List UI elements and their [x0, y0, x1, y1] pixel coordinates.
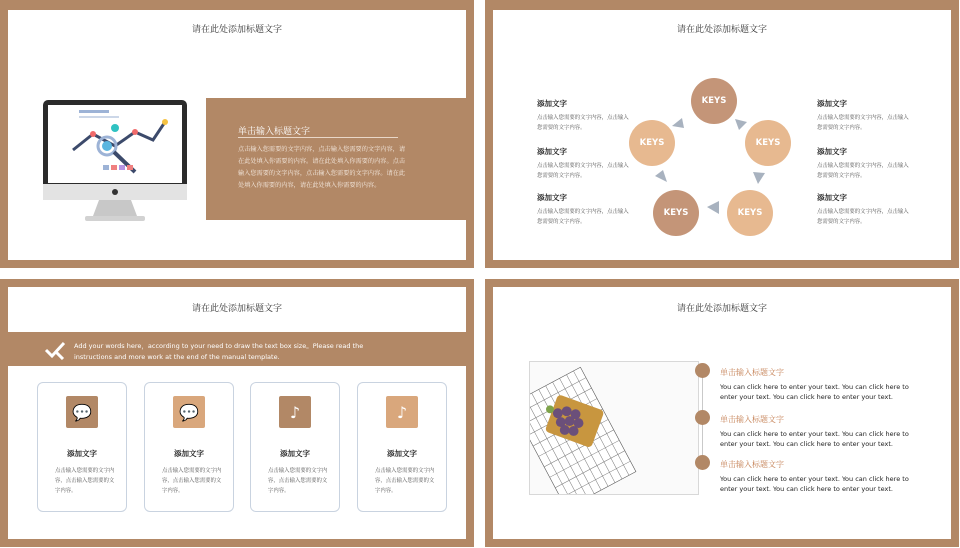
slide-3: [0, 279, 474, 547]
banner-body[interactable]: 点击输入您需要的文字内容，点击输入您需要的文字内容，请在此处填入你需要的内容。请在此处填入你需要的内容。点击输入您需要的文字内容，点击输入您需要的文字内容。请在此处填入你需要的内容，请在此处填入你需要的内容。: [238, 146, 406, 189]
timeline-item: [720, 459, 920, 494]
key-circle-left[interactable]: KEYS: [629, 120, 675, 166]
chat-icon: 💬: [66, 396, 98, 428]
info-band: [0, 332, 474, 366]
card-body[interactable]: 点击输入您需要的文字内容，点击输入您需要的文字内容。: [55, 468, 115, 494]
card-title[interactable]: 添加文字: [387, 449, 417, 458]
item-title[interactable]: 单击输入标题文字: [720, 415, 784, 424]
tools-icon: [44, 340, 68, 360]
timeline-dot: [695, 410, 710, 425]
key-circle-bottom-left[interactable]: KEYS: [653, 190, 699, 236]
slide-1: [0, 0, 474, 268]
feature-card: [250, 382, 340, 512]
key-circle-bottom-right[interactable]: KEYS: [727, 190, 773, 236]
timeline-dot: [695, 455, 710, 470]
timeline-item: [720, 367, 920, 402]
block-body[interactable]: 点击输入您需要的文字内容，点击输入您需要的文字内容。: [817, 115, 909, 131]
item-body[interactable]: You can click here to enter your text. You can click here to enter your text. You can click here to enter your text.: [720, 430, 909, 448]
key-circle-top[interactable]: KEYS: [691, 78, 737, 124]
block-body[interactable]: 点击输入您需要的文字内容，点击输入您需要的文字内容。: [817, 209, 909, 225]
slide-title: 请在此处添加标题文字: [191, 304, 282, 314]
divider: [238, 137, 398, 138]
block-title[interactable]: 添加文字: [537, 99, 567, 108]
slide-title: 请在此处添加标题文字: [676, 25, 767, 35]
music-note-icon: ♪: [279, 396, 311, 428]
block-title[interactable]: 添加文字: [817, 193, 847, 202]
feature-card: [144, 382, 234, 512]
block-title[interactable]: 添加文字: [817, 147, 847, 156]
item-title[interactable]: 单击输入标题文字: [720, 368, 784, 377]
card-body[interactable]: 点击输入您需要的文字内容，点击输入您需要的文字内容。: [268, 468, 328, 494]
chat-icon: 💬: [173, 396, 205, 428]
card-title[interactable]: 添加文字: [174, 449, 204, 458]
feature-card: [357, 382, 447, 512]
timeline-dot: [695, 363, 710, 378]
block-title[interactable]: 添加文字: [817, 99, 847, 108]
slide-title: 请在此处添加标题文字: [676, 304, 767, 314]
item-body[interactable]: You can click here to enter your text. You can click here to enter your text. You can click here to enter your text.: [720, 383, 909, 401]
timeline-item: [720, 414, 920, 449]
card-title[interactable]: 添加文字: [280, 449, 310, 458]
monitor-illustration: [43, 100, 187, 224]
item-title[interactable]: 单击输入标题文字: [720, 460, 784, 469]
block-body[interactable]: 点击输入您需要的文字内容，点击输入您需要的文字内容。: [537, 163, 629, 179]
block-body[interactable]: 点击输入您需要的文字内容，点击输入您需要的文字内容。: [537, 115, 629, 131]
block-title[interactable]: 添加文字: [537, 193, 567, 202]
item-body[interactable]: You can click here to enter your text. You can click here to enter your text. You can click here to enter your text.: [720, 475, 909, 493]
key-circle-right[interactable]: KEYS: [745, 120, 791, 166]
slide-2: [485, 0, 959, 268]
card-body[interactable]: 点击输入您需要的文字内容，点击输入您需要的文字内容。: [375, 468, 435, 494]
grapes-photo: [529, 361, 699, 495]
slide-4: [485, 279, 959, 547]
text-banner: [206, 98, 466, 220]
block-title[interactable]: 添加文字: [537, 147, 567, 156]
banner-heading[interactable]: 单击输入标题文字: [238, 127, 311, 137]
block-body[interactable]: 点击输入您需要的文字内容，点击输入您需要的文字内容。: [817, 163, 909, 179]
band-text[interactable]: Add your words here，according to your need to draw the text box size。Please read the instructions and more work at the end of the manual template.: [74, 342, 364, 361]
feature-card: [37, 382, 127, 512]
card-title[interactable]: 添加文字: [67, 449, 97, 458]
card-body[interactable]: 点击输入您需要的文字内容，点击输入您需要的文字内容。: [162, 468, 222, 494]
cycle-arrows: [485, 0, 959, 268]
music-note-icon: ♪: [386, 396, 418, 428]
slide-title: 请在此处添加标题文字: [191, 25, 282, 35]
block-body[interactable]: 点击输入您需要的文字内容，点击输入您需要的文字内容。: [537, 209, 629, 225]
